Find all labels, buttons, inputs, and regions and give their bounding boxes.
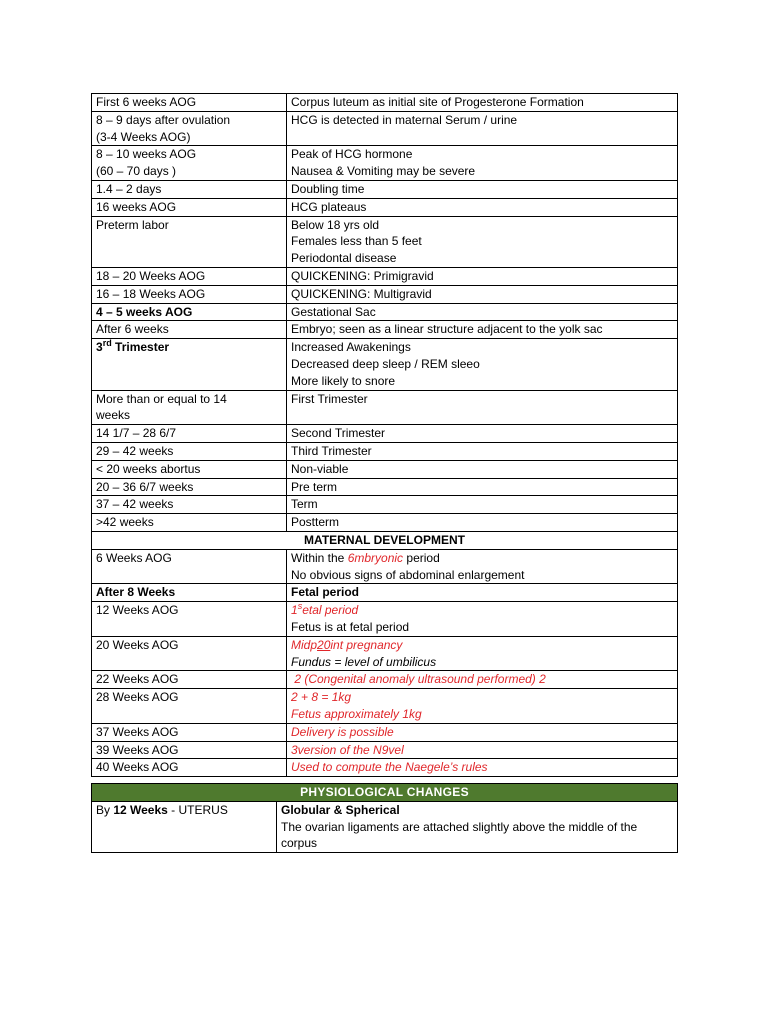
pregnancy-timeline-table — [91, 93, 678, 532]
cell-line: Peak of HCG hormone — [291, 147, 413, 162]
cell-text-red: 6mbryonic — [347, 550, 404, 565]
cell — [287, 549, 678, 584]
table-row — [92, 94, 678, 112]
cell-line: Globular & Spherical — [281, 802, 400, 817]
cell: Gestational Sac — [287, 303, 678, 321]
cell: 39 Weeks AOG — [92, 741, 287, 759]
cell: Fetal period — [287, 584, 678, 602]
cell-line: 8 – 10 weeks AOG — [96, 147, 197, 162]
cell: Second Trimester — [287, 425, 678, 443]
cell: Third Trimester — [287, 442, 678, 460]
table-header: MATERNAL DEVELOPMENT — [92, 532, 678, 550]
table-row — [92, 549, 678, 584]
cell-line: No obvious signs of abdominal enlargement — [291, 567, 525, 582]
superscript: rd — [102, 338, 112, 349]
table-row — [92, 636, 678, 671]
cell: After 6 weeks — [92, 321, 287, 339]
cell: 20 Weeks AOG — [92, 636, 287, 671]
cell-text: By — [96, 802, 114, 817]
table-header-row — [92, 784, 678, 802]
cell: 28 Weeks AOG — [92, 689, 287, 724]
cell — [92, 339, 287, 390]
cell: Preterm labor — [92, 216, 287, 267]
cell-line: weeks — [96, 408, 131, 423]
table-row — [92, 801, 678, 852]
cell: >42 weeks — [92, 514, 287, 532]
cell: First Trimester — [287, 390, 678, 425]
cell-line: 2 + 8 = 1kg — [291, 690, 352, 705]
cell — [92, 801, 277, 852]
cell-line: Fetus approximately 1kg — [291, 706, 422, 721]
cell: Postterm — [287, 514, 678, 532]
cell: Embryo; seen as a linear structure adjacent to the yolk sac — [287, 321, 678, 339]
cell: HCG is detected in maternal Serum / urine — [287, 111, 678, 146]
cell: Term — [287, 496, 678, 514]
cell-line: Nausea & Vomiting may be severe — [291, 164, 476, 179]
cell: Non-viable — [287, 460, 678, 478]
cell — [92, 111, 287, 146]
table-row — [92, 741, 678, 759]
cell-text-bold: 12 Weeks — [113, 802, 168, 817]
cell — [287, 689, 678, 724]
table-header-row — [92, 532, 678, 550]
cell — [277, 801, 678, 852]
cell-line: Fundus = level of umbilicus — [291, 654, 437, 669]
cell: QUICKENING: Multigravid — [287, 285, 678, 303]
table-row — [92, 584, 678, 602]
superscript: s — [297, 601, 303, 612]
cell: Used to compute the Naegele’s rules — [287, 759, 678, 777]
cell-line: The ovarian ligaments are attached slightly above the middle of the corpus — [281, 819, 638, 851]
table-row — [92, 425, 678, 443]
cell-line — [291, 550, 673, 567]
cell: 3version of the N9vel — [287, 741, 678, 759]
cell-text-red: int pregnancy — [330, 637, 403, 652]
cell-text: - UTERUS — [167, 802, 228, 817]
table-row — [92, 267, 678, 285]
cell-line: More than or equal to 14 — [96, 391, 227, 406]
cell-text: 3 — [96, 340, 103, 355]
table-row — [92, 478, 678, 496]
cell-line: (60 – 70 days ) — [96, 164, 177, 179]
cell: 4 – 5 weeks AOG — [92, 303, 287, 321]
cell — [92, 146, 287, 181]
cell-line: (3-4 Weeks AOG) — [96, 129, 191, 144]
cell-line: Below 18 yrs old — [291, 217, 380, 232]
table-row — [92, 689, 678, 724]
cell: 20 – 36 6/7 weeks — [92, 478, 287, 496]
table-row — [92, 216, 678, 267]
cell-line: Females less than 5 feet — [291, 234, 422, 249]
cell — [287, 146, 678, 181]
table-row — [92, 146, 678, 181]
cell: Corpus luteum as initial site of Progesterone Formation — [287, 94, 678, 112]
cell: Doubling time — [287, 180, 678, 198]
physiological-changes-table — [91, 783, 678, 853]
cell-text-red: etal period — [302, 603, 359, 618]
table-row — [92, 285, 678, 303]
cell-text: period — [403, 550, 440, 565]
maternal-development-table — [91, 531, 678, 777]
table-row — [92, 759, 678, 777]
cell: Pre term — [287, 478, 678, 496]
cell: < 20 weeks abortus — [92, 460, 287, 478]
cell: 14 1/7 – 28 6/7 — [92, 425, 287, 443]
table-row — [92, 339, 678, 390]
cell: 37 Weeks AOG — [92, 723, 287, 741]
cell-line: 8 – 9 days after ovulation — [96, 112, 231, 127]
cell — [287, 339, 678, 390]
cell-text: Within the — [291, 550, 348, 565]
cell — [287, 216, 678, 267]
cell: 6 Weeks AOG — [92, 549, 287, 584]
cell: QUICKENING: Primigravid — [287, 267, 678, 285]
table-row — [92, 321, 678, 339]
table-row — [92, 460, 678, 478]
cell-line: Increased Awakenings — [291, 340, 411, 355]
cell: 12 Weeks AOG — [92, 602, 287, 637]
cell-line — [291, 637, 673, 654]
table-header: PHYSIOLOGICAL CHANGES — [92, 784, 678, 802]
table-row — [92, 111, 678, 146]
cell — [287, 636, 678, 671]
cell: 16 weeks AOG — [92, 198, 287, 216]
table-row — [92, 671, 678, 689]
table-row — [92, 198, 678, 216]
table-row — [92, 303, 678, 321]
cell: 18 – 20 Weeks AOG — [92, 267, 287, 285]
table-row — [92, 514, 678, 532]
table-row — [92, 602, 678, 637]
cell: HCG plateaus — [287, 198, 678, 216]
cell: 16 – 18 Weeks AOG — [92, 285, 287, 303]
cell-line — [291, 602, 673, 619]
cell: 37 – 42 weeks — [92, 496, 287, 514]
cell-line: Decreased deep sleep / REM sleeo — [291, 356, 480, 371]
cell-text-red: 20 — [317, 637, 331, 652]
cell-text: Trimester — [111, 340, 170, 355]
cell — [287, 602, 678, 637]
table-row — [92, 390, 678, 425]
cell: Delivery is possible — [287, 723, 678, 741]
table-row — [92, 496, 678, 514]
cell-line: More likely to snore — [291, 373, 396, 388]
cell — [92, 390, 287, 425]
cell-text-red: Midp — [291, 637, 318, 652]
cell: After 8 Weeks — [92, 584, 287, 602]
table-row — [92, 180, 678, 198]
cell: 29 – 42 weeks — [92, 442, 287, 460]
cell: 2 (Congenital anomaly ultrasound performed) 2 — [287, 671, 678, 689]
cell: First 6 weeks AOG — [92, 94, 287, 112]
cell: 40 Weeks AOG — [92, 759, 287, 777]
table-row — [92, 723, 678, 741]
cell: 1.4 – 2 days — [92, 180, 287, 198]
table-row — [92, 442, 678, 460]
cell-text-red: 1 — [291, 603, 298, 618]
cell-line: Periodontal disease — [291, 251, 397, 266]
cell-line: Fetus is at fetal period — [291, 619, 410, 634]
cell: 22 Weeks AOG — [92, 671, 287, 689]
